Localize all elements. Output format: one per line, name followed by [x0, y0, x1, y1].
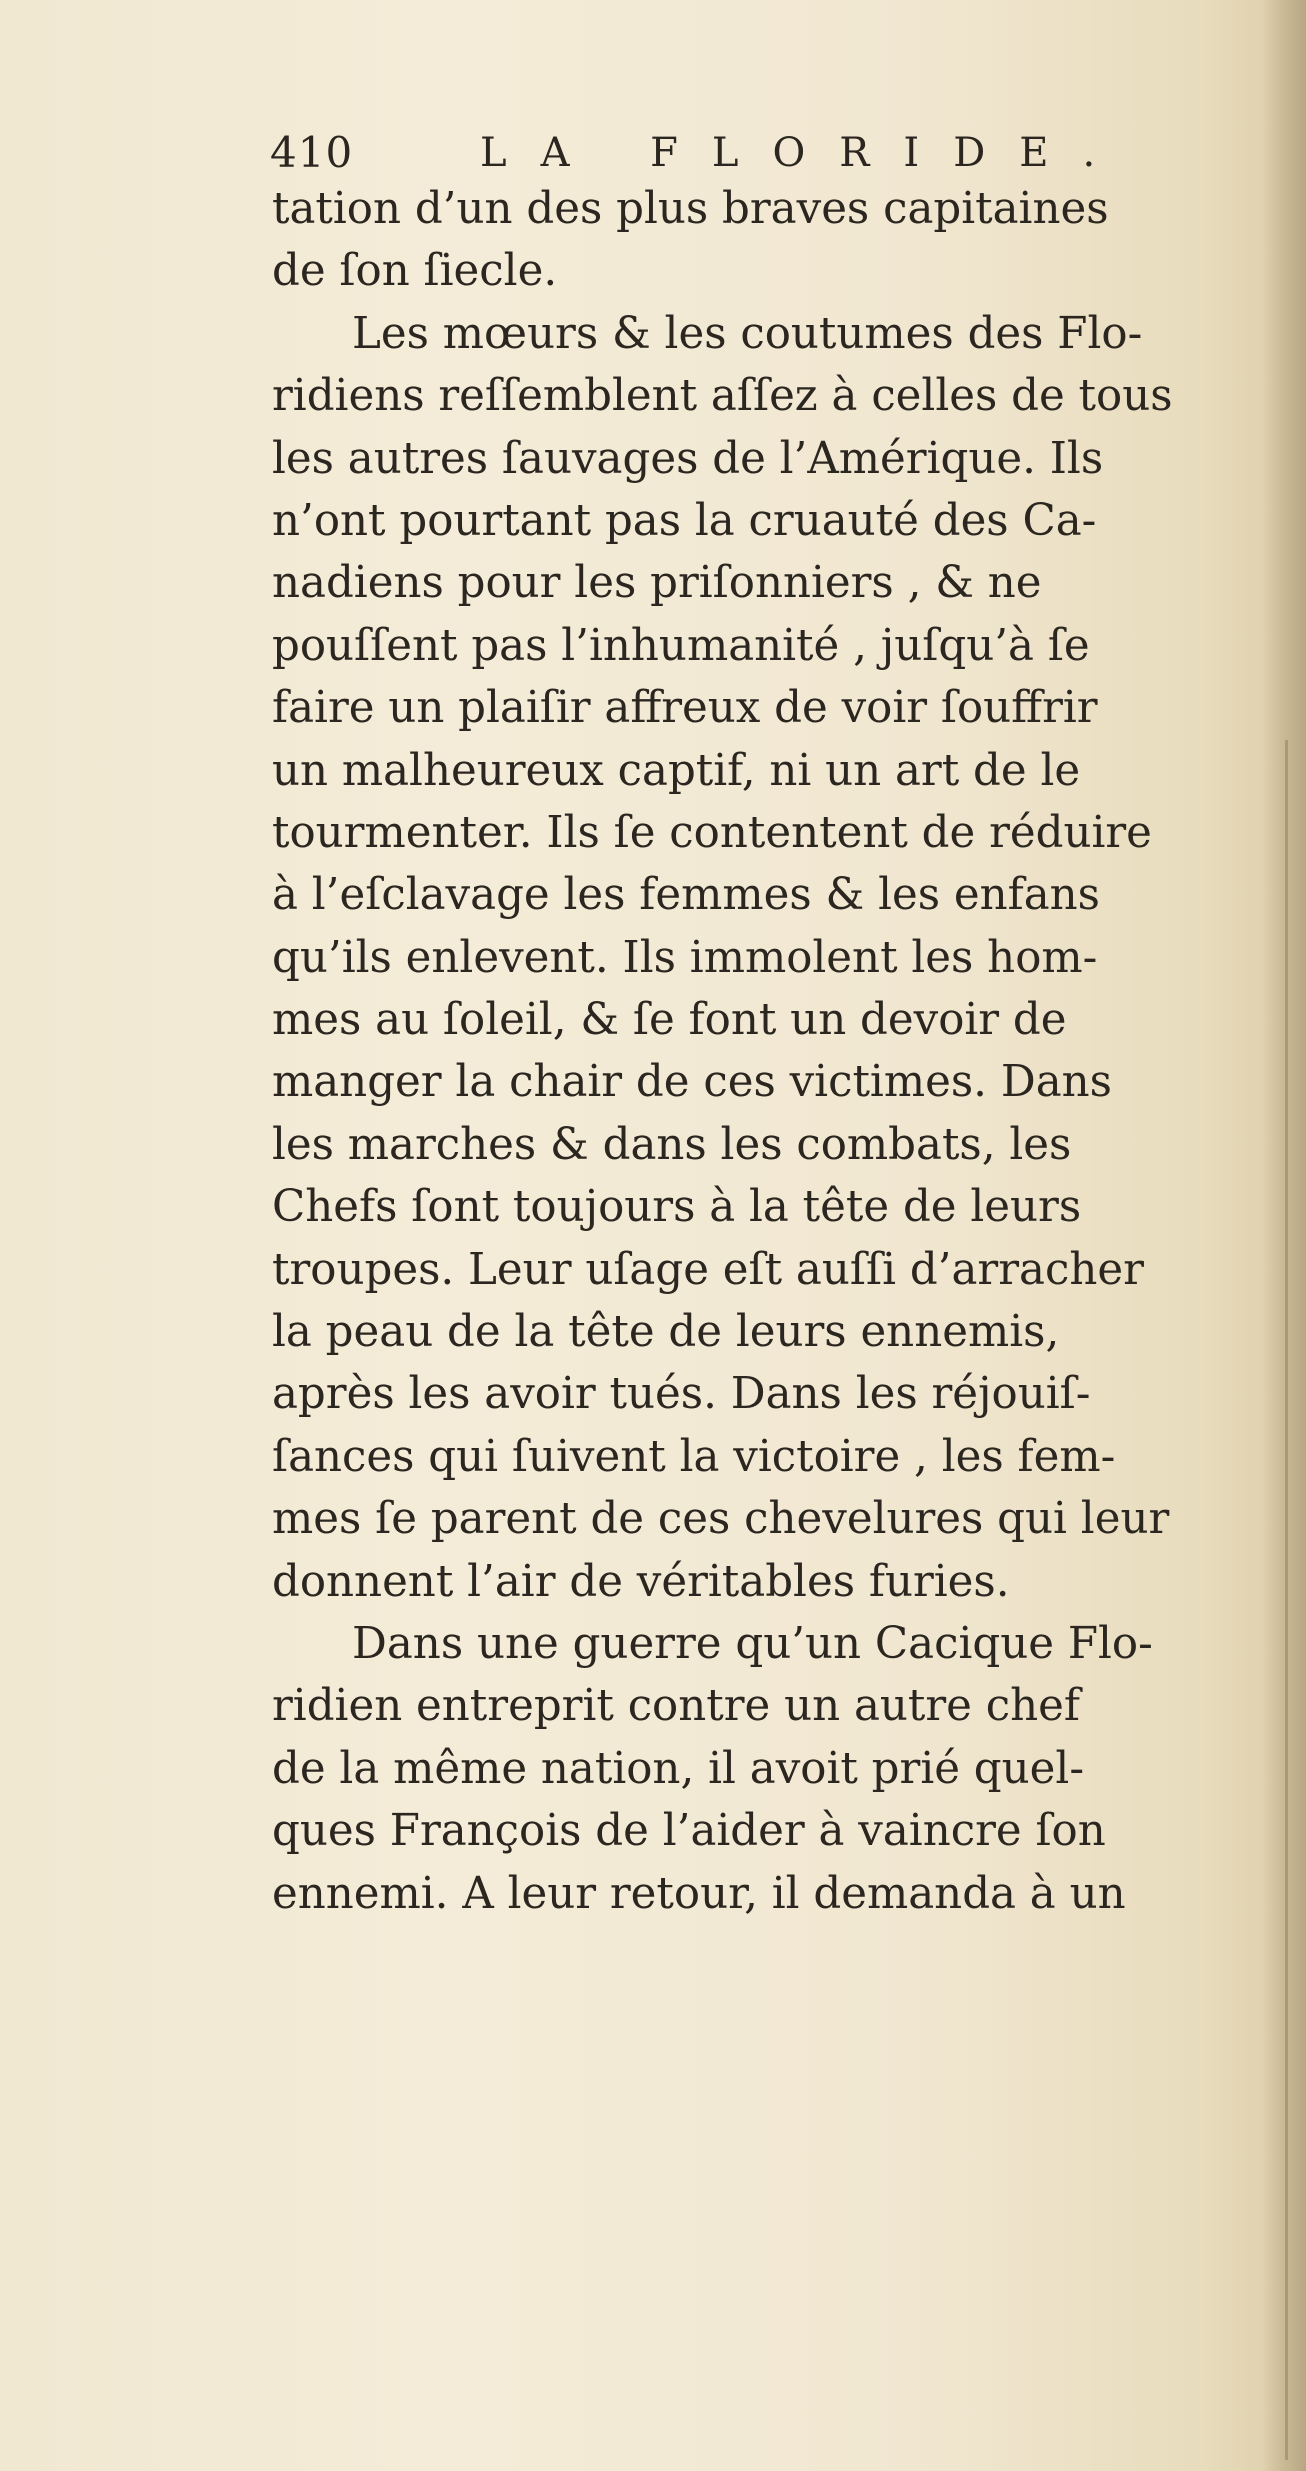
text-line: ennemi. A leur retour, il demanda à un [272, 1868, 1126, 1919]
text-line: après les avoir tués. Dans les réjouiſ- [272, 1369, 1091, 1420]
text-line: manger la chair de ces victimes. Dans [272, 1057, 1112, 1108]
text-line: les autres ſauvages de l’Amérique. Ils [272, 433, 1104, 484]
text-line: ridien entreprit contre un autre chef [272, 1681, 1080, 1732]
page-number: 410 [270, 128, 354, 177]
text-line: les marches & dans les combats, les [272, 1119, 1072, 1170]
text-line: troupes. Leur uſage eſt auſſi d’arracher [272, 1244, 1144, 1295]
text-line: tourmenter. Ils ſe contentent de réduire [272, 807, 1152, 858]
text-line: pouſſent pas l’inhumanité , juſqu’à ſe [272, 620, 1090, 671]
page-edge-line [1285, 740, 1288, 2460]
text-line: donnent l’air de véritables furies. [272, 1556, 1010, 1607]
text-line: nadiens pour les priſonniers , & ne [272, 558, 1042, 609]
text-line: n’ont pourtant pas la cruauté des Ca- [272, 495, 1097, 546]
text-line: mes ſe parent de ces chevelures qui leur [272, 1494, 1170, 1545]
text-line: ridiens reſſemblent aſſez à celles de tous [272, 371, 1173, 422]
text-line: de ſon ſiecle. [272, 246, 558, 297]
text-line: tation d’un des plus braves capitaines [272, 184, 1109, 234]
text-line: ques François de l’aider à vaincre ſon [272, 1806, 1106, 1857]
text-line: Les mœurs & les coutumes des Flo- [352, 308, 1143, 359]
text-line: mes au ſoleil, & ſe font un devoir de [272, 995, 1067, 1046]
text-line: Chefs ſont toujours à la tête de leurs [272, 1182, 1082, 1233]
text-line: ſances qui ſuivent la victoire , les fem- [272, 1431, 1116, 1482]
running-title: LA FLORIDE. [480, 130, 1130, 176]
text-line: qu’ils enlevent. Ils immolent les hom- [272, 932, 1098, 983]
body-text [272, 178, 1272, 1925]
text-line: de la même nation, il avoit prié quel- [272, 1743, 1085, 1794]
text-line: Dans une guerre qu’un Cacique Flo- [352, 1618, 1153, 1669]
text-line: faire un plaiſir affreux de voir ſouffrir [272, 683, 1098, 734]
text-line: un malheureux captif, ni un art de le [272, 745, 1081, 796]
text-line: la peau de la tête de leurs ennemis, [272, 1307, 1060, 1358]
text-line: à l’eſclavage les femmes & les enfans [272, 870, 1101, 921]
